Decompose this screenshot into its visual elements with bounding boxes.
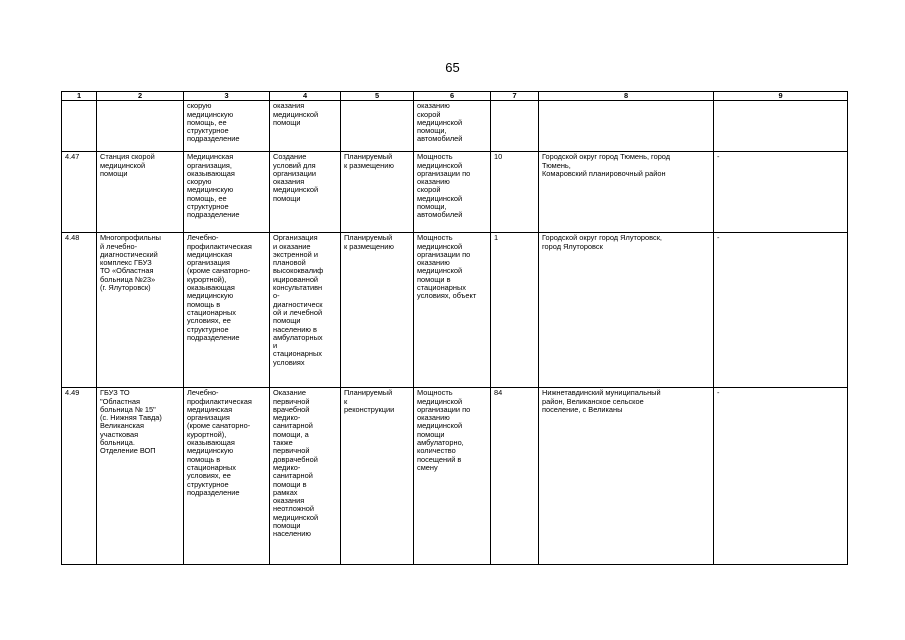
table-cell (341, 101, 414, 152)
table-cell: Нижнетавдинский муниципальный район, Великанское сельское поселение, с Великаны (539, 388, 714, 565)
column-header: 4 (270, 92, 341, 101)
table-cell: - (714, 233, 848, 388)
table-cell: Станция скорой медицинской помощи (97, 152, 184, 233)
table-cell (491, 101, 539, 152)
table-cell: ГБУЗ ТО "Областная больница № 15" (с. Нижняя Тавда) Великанская участковая больница. Отделение ВОП (97, 388, 184, 565)
table-cell: Планируемый к размещению (341, 152, 414, 233)
table-row (62, 388, 848, 565)
table-cell: Медицинская организация, оказывающая скорую медицинскую помощь, ее структурное подразделение (184, 152, 270, 233)
table-cell: Лечебно- профилактическая медицинская организация (кроме санаторно- курортной), оказывающая медицинскую помощь в стационарных условиях, ее структурное подразделение (184, 388, 270, 565)
table-cell: Городской округ город Тюмень, город Тюмень, Комаровский планировочный район (539, 152, 714, 233)
table-cell (62, 101, 97, 152)
table-cell: 1 (491, 233, 539, 388)
table-cell: Многопрофильны й лечебно- диагностический комплекс ГБУЗ ТО «Областная больница №23» (г. Ялуторовск) (97, 233, 184, 388)
table-cell: 4.49 (62, 388, 97, 565)
table-cell: оказанию скорой медицинской помощи, автомобилей (414, 101, 491, 152)
table-cell: 84 (491, 388, 539, 565)
column-header: 7 (491, 92, 539, 101)
column-header: 2 (97, 92, 184, 101)
table-cell: 4.48 (62, 233, 97, 388)
column-header: 8 (539, 92, 714, 101)
table-cell: Мощность медицинской организации по оказанию медицинской помощи в стационарных условиях, объект (414, 233, 491, 388)
table-cell: - (714, 388, 848, 565)
column-header: 1 (62, 92, 97, 101)
column-header: 5 (341, 92, 414, 101)
table-row (62, 233, 848, 388)
table-cell: Организация и оказание экстренной и плановой высококвалиф ицированной консультативн о- диагностическ ой и лечебной помощи населению в амбулаторных и стационарных условиях (270, 233, 341, 388)
table-cell: Мощность медицинской организации по оказанию медицинской помощи амбулаторно, количество посещений в смену (414, 388, 491, 565)
table-cell (714, 101, 848, 152)
table-cell (539, 101, 714, 152)
planning-table (61, 91, 848, 565)
column-header: 6 (414, 92, 491, 101)
table-cell: Планируемый к размещению (341, 233, 414, 388)
table-cell: Планируемый к реконструкции (341, 388, 414, 565)
table-cell: - (714, 152, 848, 233)
table-cell: Городской округ город Ялуторовск, город Ялуторовск (539, 233, 714, 388)
table-cell: Мощность медицинской организации по оказанию скорой медицинской помощи, автомобилей (414, 152, 491, 233)
table-cell: Оказание первичной врачебной медико- санитарной помощи, а также первичной доврачебной медико- санитарной помощи в рамках оказания неотложной медицинской помощи населению (270, 388, 341, 565)
page-number: 65 (445, 60, 460, 75)
table-cell: 4.47 (62, 152, 97, 233)
table-cell: 10 (491, 152, 539, 233)
table-cell: Создание условий для организации оказания медицинской помощи (270, 152, 341, 233)
table-row (62, 101, 848, 152)
column-header: 9 (714, 92, 848, 101)
table-cell: скорую медицинскую помощь, ее структурное подразделение (184, 101, 270, 152)
table-cell: оказания медицинской помощи (270, 101, 341, 152)
table-cell: Лечебно- профилактическая медицинская организация (кроме санаторно- курортной), оказывающая медицинскую помощь в стационарных условиях, ее структурное подразделение (184, 233, 270, 388)
table-row (62, 152, 848, 233)
column-header: 3 (184, 92, 270, 101)
header-row (62, 92, 848, 101)
table-cell (97, 101, 184, 152)
